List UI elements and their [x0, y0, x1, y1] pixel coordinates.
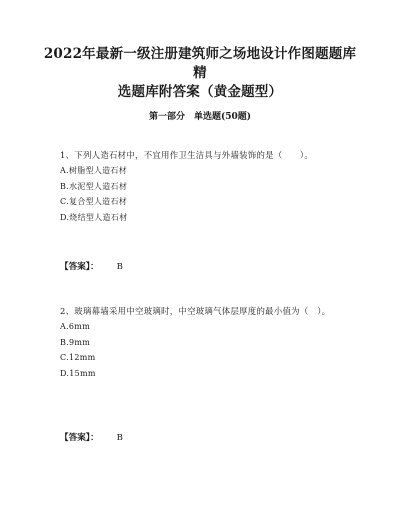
question-2: [60, 304, 360, 381]
answer-label: 【答案】：: [60, 433, 99, 443]
title-line-2: 选题库附答案（黄金题型）: [117, 84, 283, 100]
question-1-answer: [60, 260, 123, 272]
question-2-answer: [60, 431, 123, 443]
question-2-option-b: B.9mm: [60, 337, 91, 347]
question-1-stem: 1、下列人造石材中，不宜用作卫生洁具与外墙装饰的是（ ）。: [60, 150, 314, 160]
answer-label: 【答案】：: [60, 262, 99, 272]
document-title: [40, 45, 360, 102]
question-1: [60, 148, 360, 225]
question-2-option-a: A.6mm: [60, 322, 91, 331]
question-2-option-d: D.15mm: [60, 368, 96, 378]
question-1-option-b: B.水泥型人造石材: [60, 181, 128, 191]
answer-value: B: [116, 262, 123, 272]
question-1-option-a: A.树脂型人造石材: [60, 166, 128, 175]
question-2-stem: 2、玻璃幕墙采用中空玻璃时，中空玻璃气体层厚度的最小值为（ ）。: [60, 306, 331, 316]
title-line-1: 2022年最新一级注册建筑师之场地设计作图题题库精: [43, 46, 357, 81]
question-1-option-c: C.复合型人造石材: [60, 197, 128, 206]
question-2-option-c: C.12mm: [60, 353, 96, 362]
answer-value: B: [116, 433, 123, 443]
section-heading: 第一部分 单选题(50题): [148, 112, 252, 122]
question-1-option-d: D.烧结型人造石材: [60, 212, 128, 222]
